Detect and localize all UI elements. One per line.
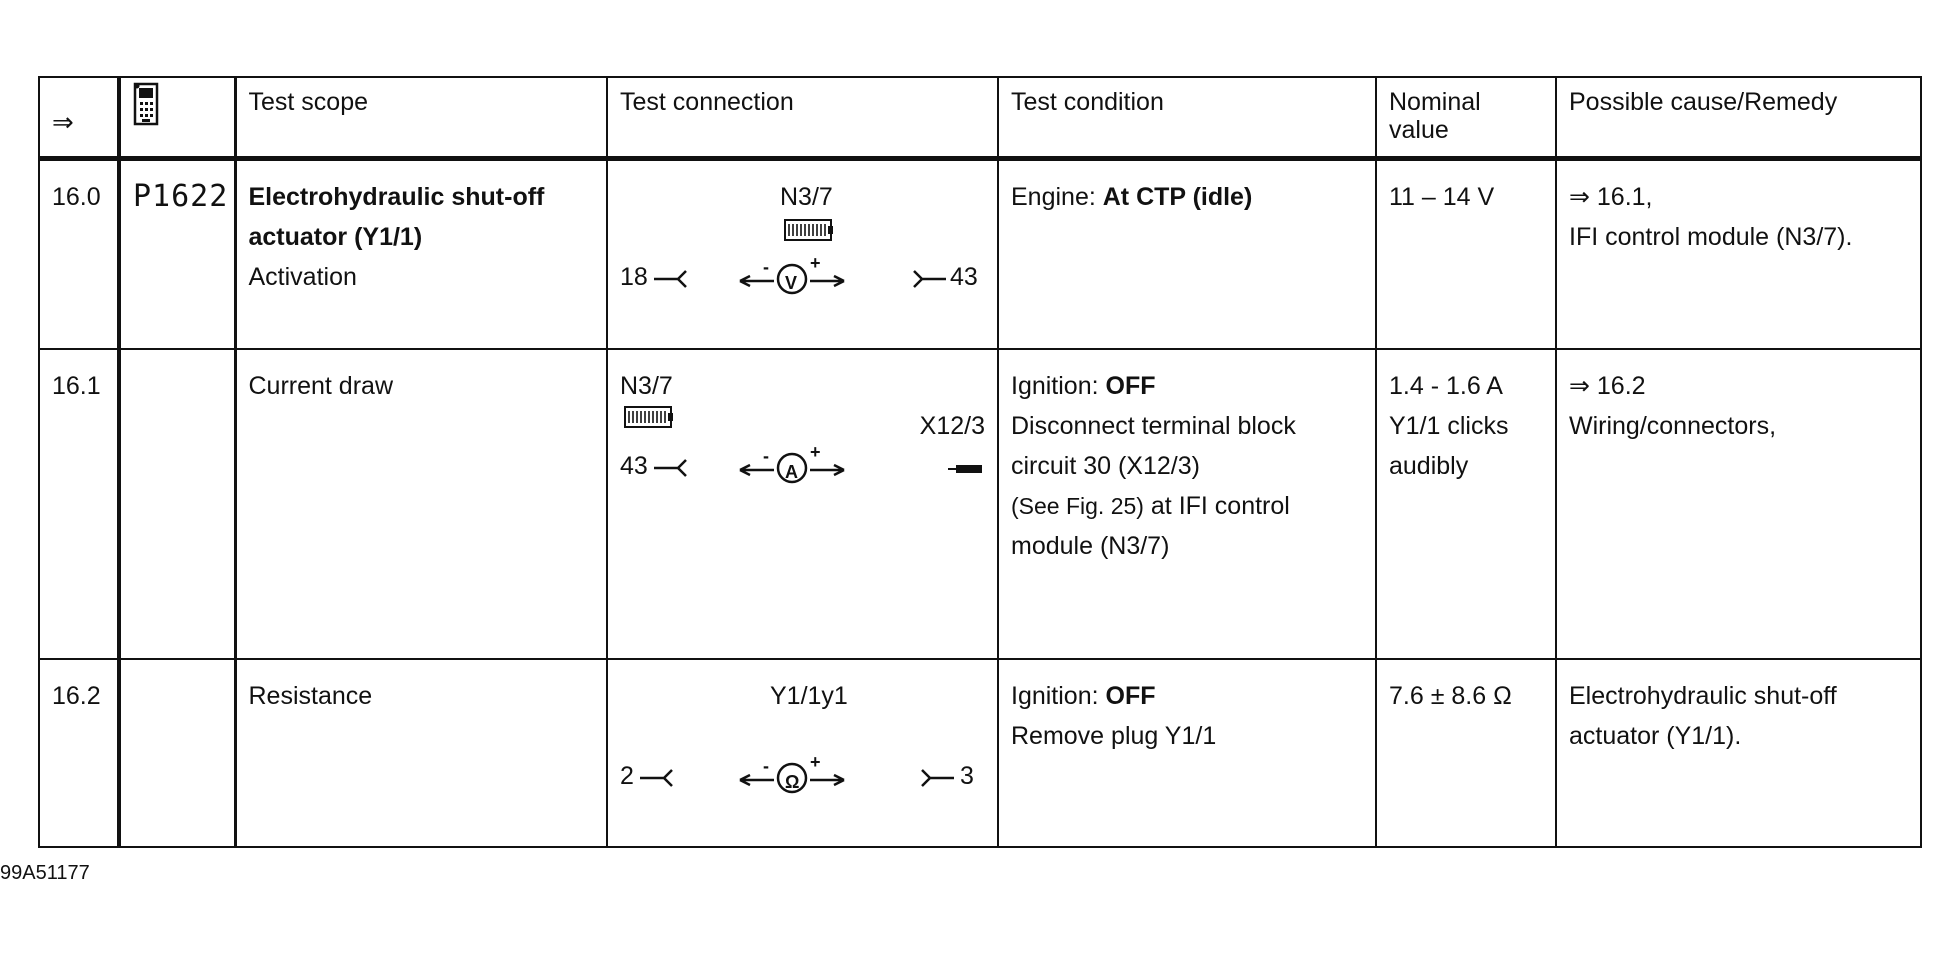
test-connection-cell: [607, 159, 998, 349]
scope-subtitle: Activation: [248, 263, 357, 291]
header-test-connection: Test connection: [607, 77, 998, 159]
test-scope-cell: [235, 159, 607, 349]
fault-code: P1622: [133, 179, 229, 214]
remedy-link: ⇒ 16.1,: [1569, 183, 1653, 211]
meter-symbol: Ω: [785, 771, 800, 792]
component-label: N3/7: [620, 371, 673, 400]
figure-id: 99A51177: [0, 862, 90, 884]
probe-left-icon: [640, 768, 674, 788]
test-scope-cell: [235, 349, 607, 659]
condition-instruction: Remove plug Y1/1: [1011, 721, 1217, 750]
remedy-cell: [1556, 349, 1921, 659]
diagnosis-table: [38, 76, 1922, 848]
probe-right-icon: [912, 269, 946, 289]
header-nominal-value: Nominal value: [1376, 77, 1556, 159]
scope-title: Current draw: [248, 371, 393, 400]
meter-minus: -: [763, 755, 769, 776]
remedy-text: Wiring/connectors,: [1569, 411, 1777, 440]
test-condition-cell: [998, 349, 1376, 659]
remedy-text: Electrohydraulic shut-off actuator (Y1/1).: [1569, 681, 1837, 750]
test-condition-cell: [998, 159, 1376, 349]
condition-label: Ignition:: [1011, 681, 1106, 710]
meter-minus: -: [763, 257, 769, 277]
table-header-row: [39, 77, 1921, 159]
remedy-cell: [1556, 659, 1921, 848]
connector-icon: [784, 219, 834, 243]
condition-value: OFF: [1105, 371, 1156, 400]
test-connection-cell: [607, 349, 998, 659]
header-tool: [119, 77, 235, 159]
meter-plus: +: [810, 441, 821, 462]
meter-plus: +: [810, 253, 821, 273]
left-pin: 2: [620, 761, 634, 790]
component-label: Y1/1y1: [770, 681, 848, 710]
scope-title: Electrohydraulic shut-off actuator (Y1/1): [248, 183, 545, 251]
tester-icon: [133, 82, 159, 126]
component-label: N3/7: [780, 183, 833, 211]
right-pin: 43: [950, 263, 978, 291]
meter-symbol: V: [785, 273, 798, 293]
header-possible-cause: Possible cause/Remedy: [1556, 77, 1921, 159]
step-number: 16.2: [39, 659, 119, 848]
scope-title: Resistance: [248, 681, 373, 710]
left-pin: 43: [620, 451, 648, 480]
remedy-cell: [1556, 159, 1921, 349]
condition-location: at IFI control module (N3/7): [1011, 491, 1290, 560]
remedy-link: ⇒ 16.2: [1569, 371, 1646, 400]
meter-minus: -: [763, 445, 769, 466]
condition-label: Ignition:: [1011, 371, 1106, 400]
step-number: 16.1: [39, 349, 119, 659]
probe-left-icon: [654, 269, 688, 289]
right-pin: 3: [960, 761, 974, 790]
remedy-text: IFI control module (N3/7).: [1569, 223, 1853, 251]
left-pin: 18: [620, 263, 648, 291]
nominal-value: [1376, 349, 1556, 659]
meter-plus: +: [810, 751, 821, 772]
nominal-note: Y1/1 clicks audibly: [1389, 411, 1509, 480]
header-arrow: ⇒: [39, 77, 119, 159]
nominal-current: 1.4 - 1.6 A: [1389, 371, 1503, 400]
figure-reference: (See Fig. 25): [1011, 492, 1144, 519]
table-row: [39, 659, 1921, 848]
step-number: 16.0: [39, 159, 119, 349]
condition-instruction: Disconnect terminal block circuit 30 (X12/3): [1011, 411, 1296, 480]
condition-label: Engine:: [1011, 183, 1103, 211]
connector-icon: [624, 406, 674, 430]
condition-value: At CTP (idle): [1102, 183, 1253, 211]
fault-code: [119, 659, 235, 848]
terminal-label: X12/3: [919, 411, 985, 440]
test-connection-cell: [607, 659, 998, 848]
condition-value: OFF: [1105, 681, 1156, 710]
table-row: [39, 349, 1921, 659]
test-condition-cell: [998, 659, 1376, 848]
probe-left-icon: [654, 458, 688, 478]
header-test-condition: Test condition: [998, 77, 1376, 159]
probe-right-icon: [920, 768, 954, 788]
header-test-scope: Test scope: [235, 77, 607, 159]
nominal-value: 11 – 14 V: [1376, 159, 1556, 349]
meter-symbol: A: [785, 461, 798, 482]
nominal-value: 7.6 ± 8.6 Ω: [1376, 659, 1556, 848]
terminal-plug-icon: [948, 462, 982, 476]
fault-code: [119, 349, 235, 659]
table-row: [39, 159, 1921, 349]
test-scope-cell: [235, 659, 607, 848]
